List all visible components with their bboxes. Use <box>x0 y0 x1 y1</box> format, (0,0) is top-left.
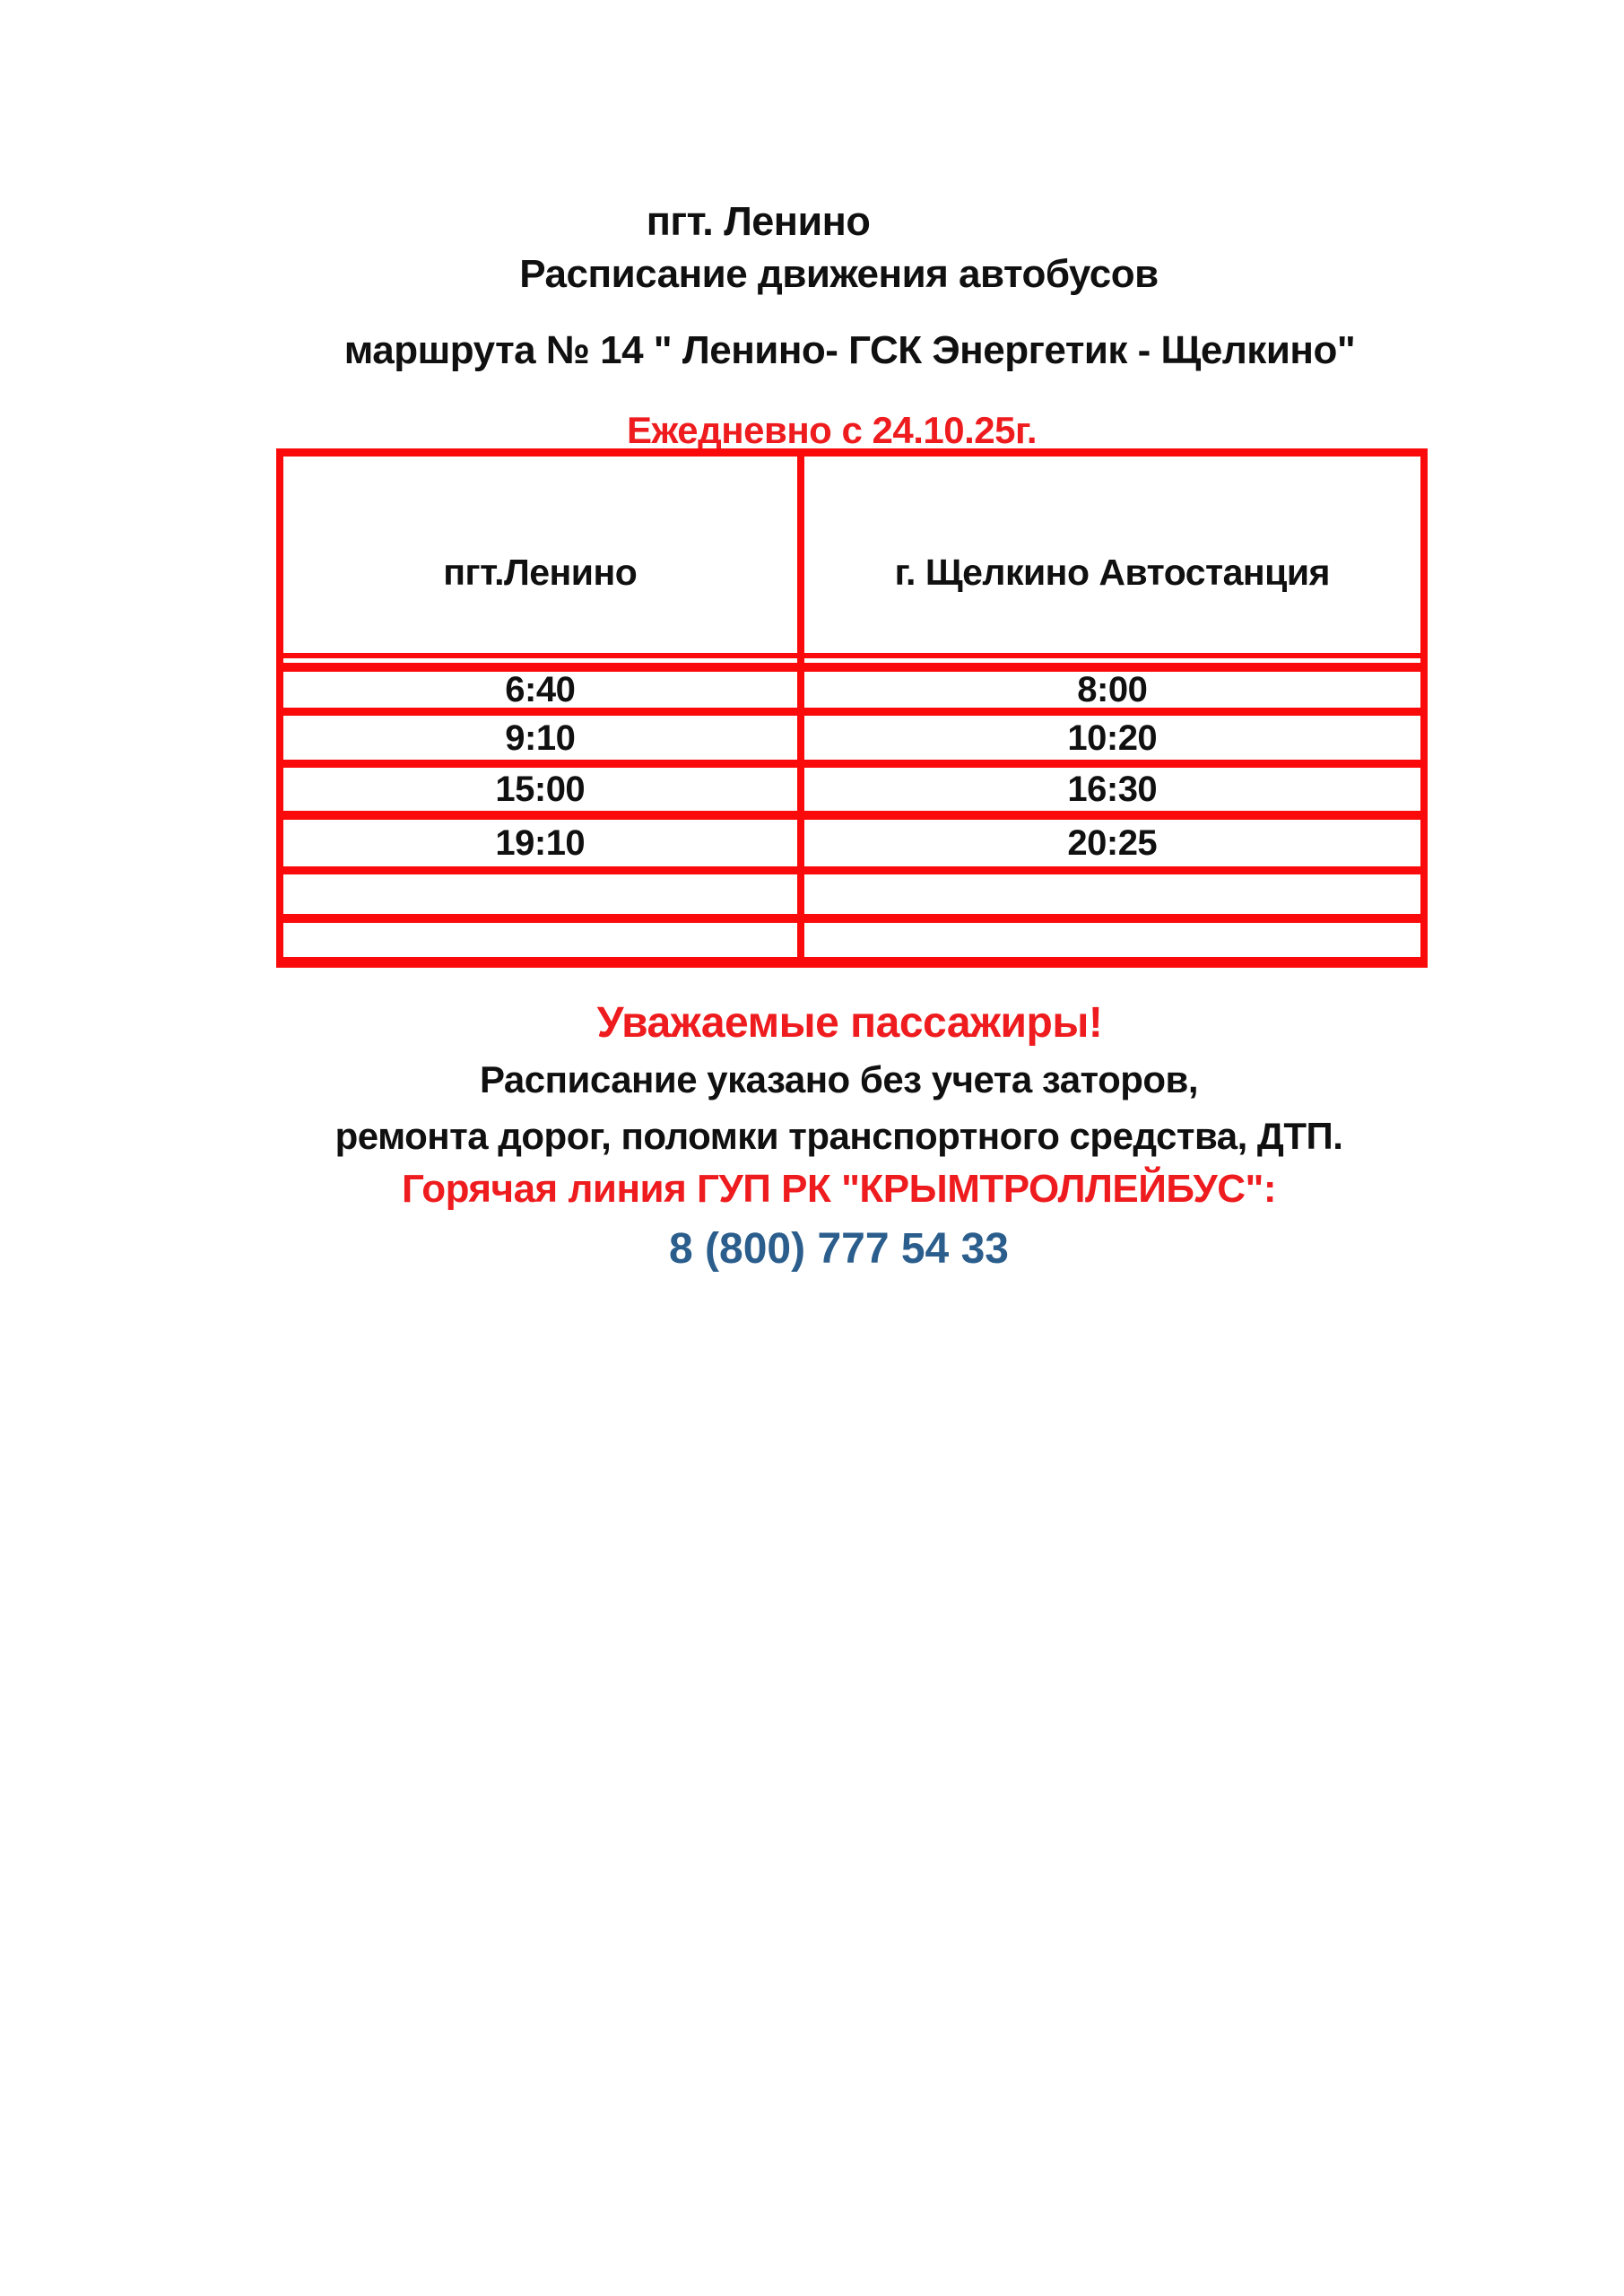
time-cell-arrive: 20:25 <box>801 815 1424 871</box>
column-header-depart: пгт.Ленино <box>280 453 801 657</box>
time-cell-arrive <box>801 918 1424 962</box>
table-row <box>280 667 1424 712</box>
time-cell-arrive: 8:00 <box>801 667 1424 712</box>
page-title: пгт. Ленино <box>646 198 871 244</box>
passengers-heading: Уважаемые пассажиры! <box>596 999 1103 1047</box>
separator-cell <box>801 656 1424 667</box>
time-cell-arrive <box>801 871 1424 919</box>
time-cell-depart <box>280 871 801 919</box>
hotline-label: Горячая линия ГУП РК "КРЫМТРОЛЛЕЙБУС": <box>401 1167 1277 1211</box>
table-row-empty <box>280 871 1424 919</box>
route-title: маршрута № 14 " Ленино- ГСК Энергетик - Щелкино" <box>343 328 1356 372</box>
time-cell-depart: 9:10 <box>280 712 801 764</box>
table-header-row <box>280 453 1424 657</box>
schedule-table <box>276 448 1428 968</box>
header-separator-row <box>280 656 1424 667</box>
table-row <box>280 764 1424 816</box>
table-row-empty <box>280 918 1424 962</box>
hotline-phone: 8 (800) 777 54 33 <box>669 1225 1009 1273</box>
time-cell-arrive: 10:20 <box>801 712 1424 764</box>
page-subtitle: Расписание движения автобусов <box>519 252 1159 296</box>
disclaimer-line-1: Расписание указано без учета заторов, <box>479 1058 1199 1100</box>
table-row <box>280 712 1424 764</box>
column-header-arrive: г. Щелкино Автостанция <box>801 453 1424 657</box>
time-cell-depart: 6:40 <box>280 667 801 712</box>
table-row <box>280 815 1424 871</box>
validity-note: Ежедневно с 24.10.25г. <box>627 409 1037 451</box>
time-cell-depart <box>280 918 801 962</box>
separator-cell <box>280 656 801 667</box>
disclaimer-line-2: ремонта дорог, поломки транспортного средства, ДТП. <box>334 1115 1343 1157</box>
time-cell-depart: 15:00 <box>280 764 801 816</box>
time-cell-depart: 19:10 <box>280 815 801 871</box>
time-cell-arrive: 16:30 <box>801 764 1424 816</box>
